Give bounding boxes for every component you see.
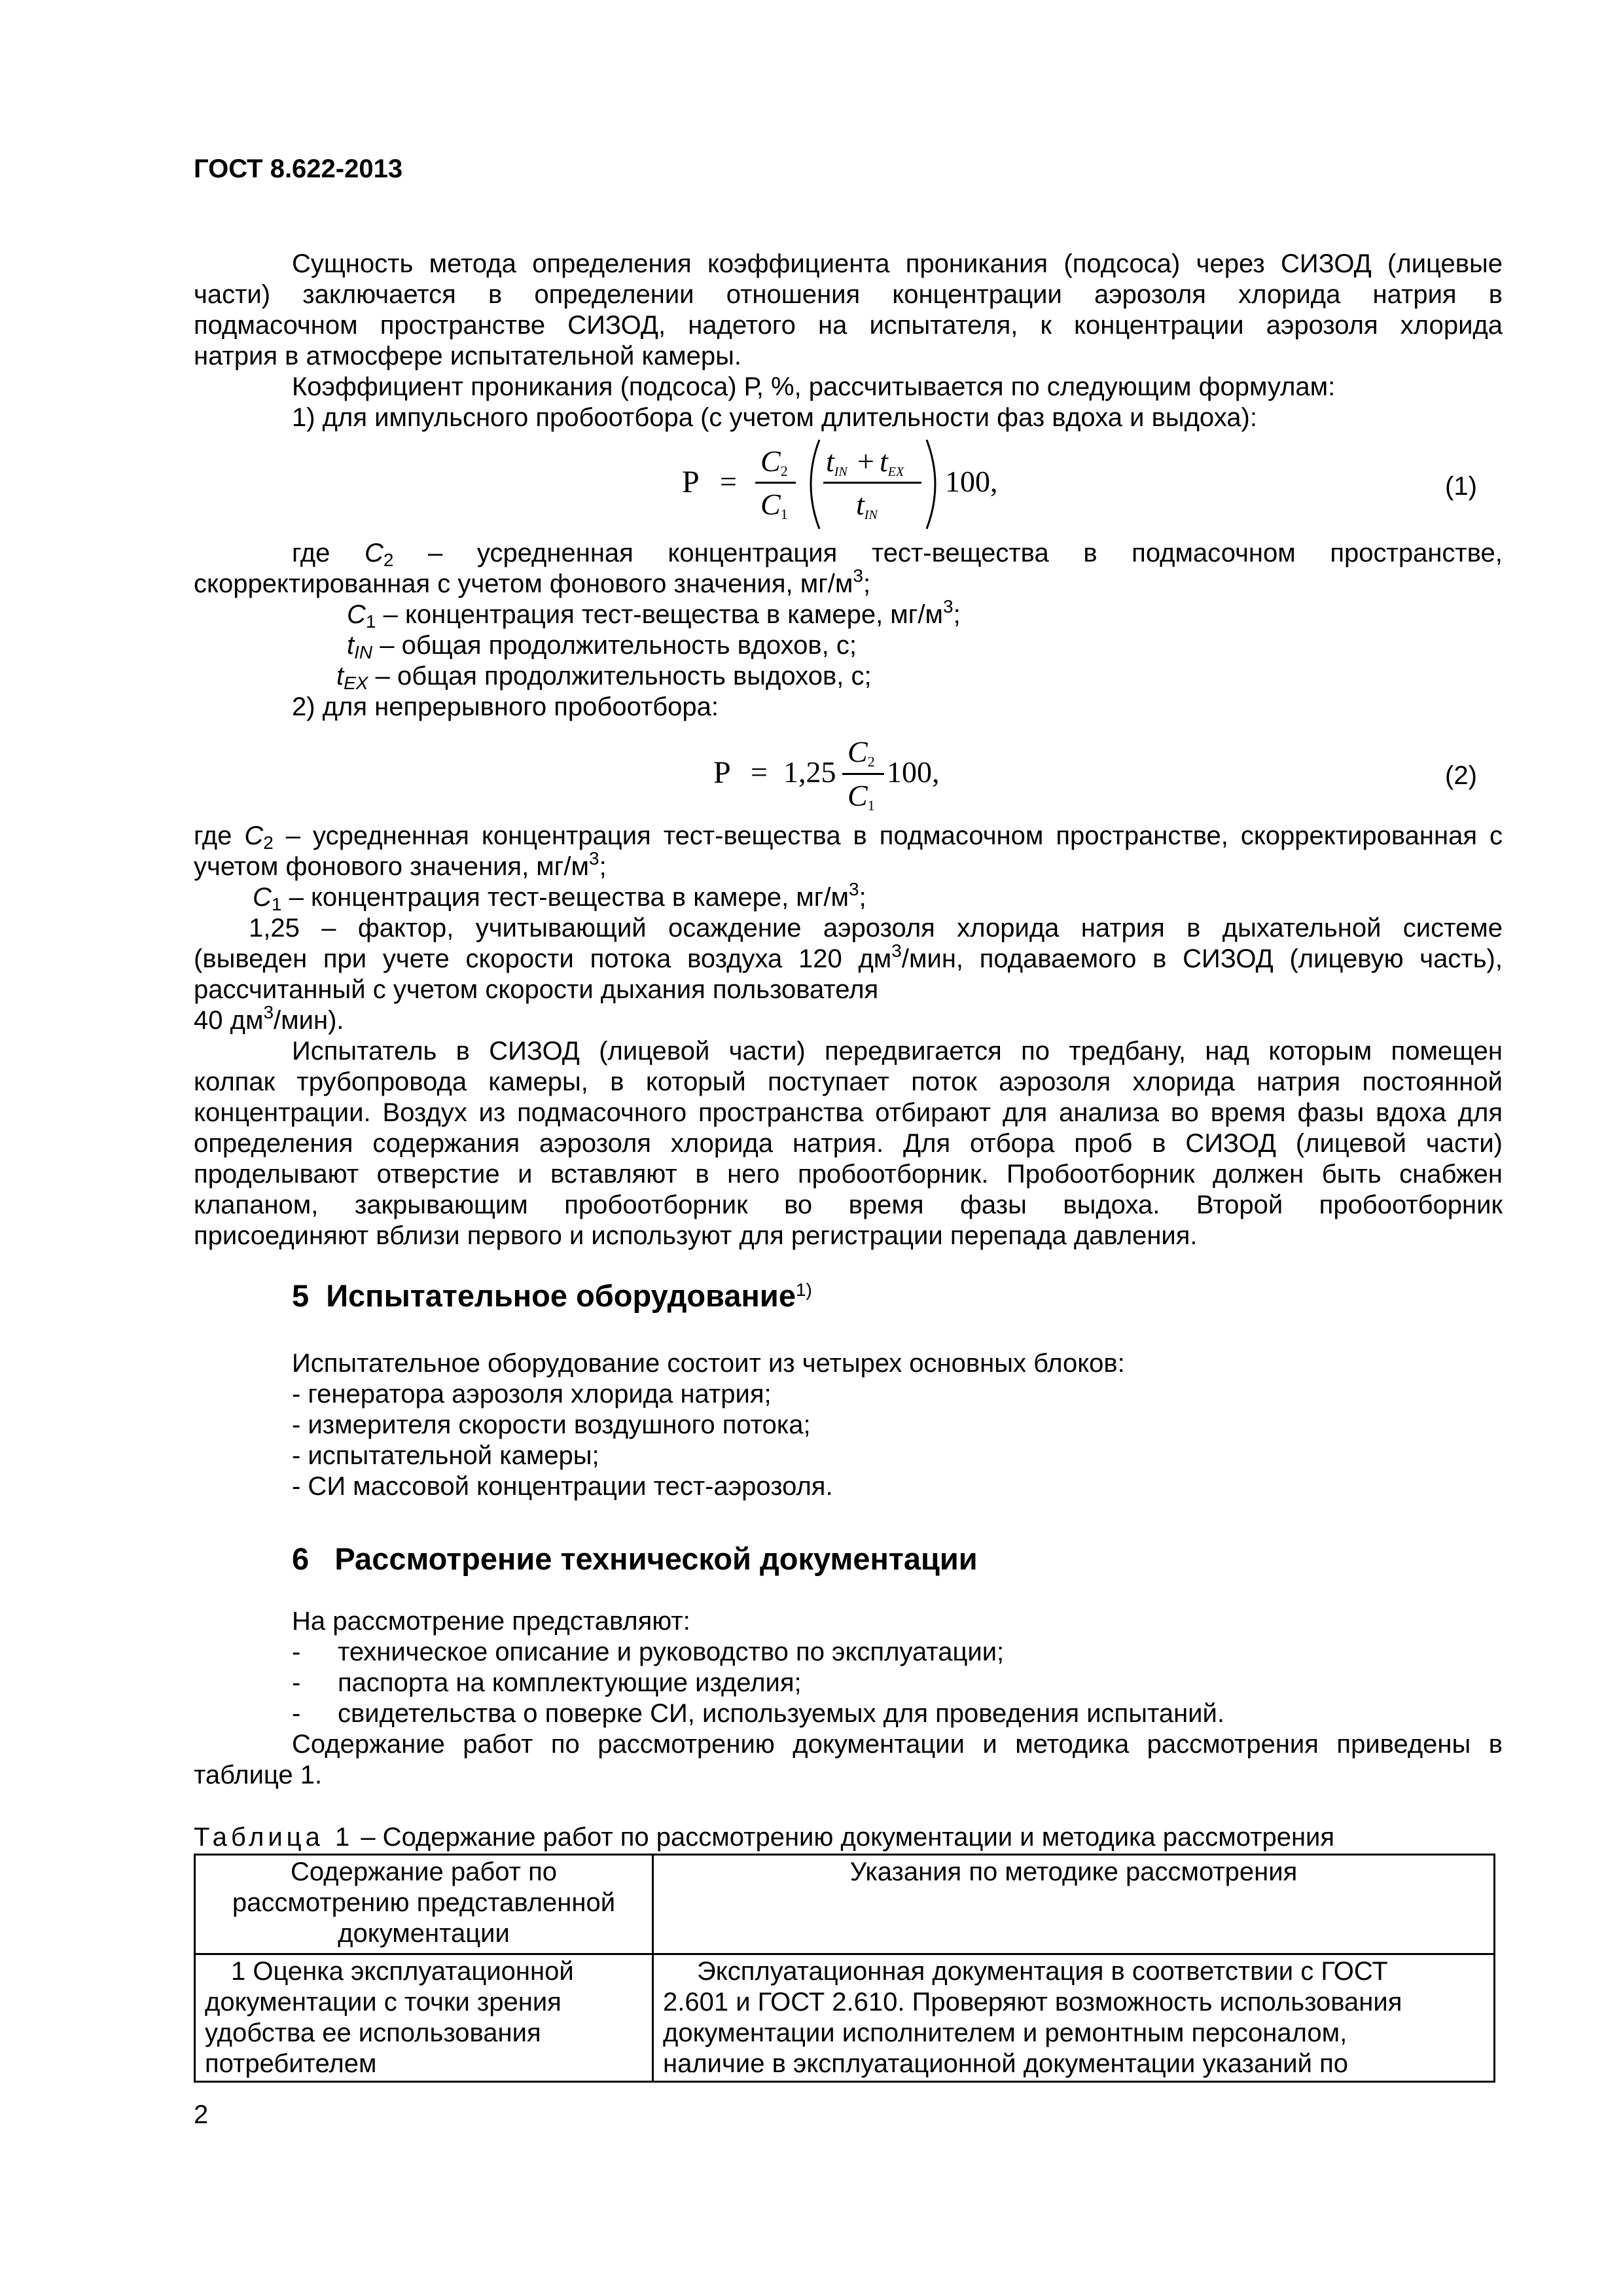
section-5-intro: Испытательное оборудование состоит из четырех основных блоков:	[292, 1349, 1125, 1378]
formula-1-number: (1)	[1445, 472, 1477, 501]
text-line: части) заключается в определении отношения концентрации аэрозоля хлорида натрия в	[194, 280, 1503, 309]
legend-1-t-ex: $t_{EX}$ – общая продолжительность выдохов, с;	[336, 662, 872, 693]
legend-1-t-in: $t_{IN}$ – общая продолжительность вдохов, с;	[347, 631, 857, 662]
formula-c2: $C_2$	[760, 444, 788, 479]
list-item: - СИ массовой концентрации тест-аэрозоля.	[292, 1472, 833, 1501]
text-line: (выведен при учете скорости потока воздуха 120 $дм^3$/мин, подаваемого в СИЗОД (лицевую часть),	[194, 944, 1503, 973]
left-paren	[798, 438, 825, 531]
legend-1-line-1: где $C_2$ – усредненная концентрация тест-вещества в подмасочном пространстве,	[292, 539, 1503, 570]
section-6-intro: На рассмотрение представляют:	[292, 1607, 690, 1636]
list-dash: -	[292, 1638, 301, 1666]
formula-c1: $C_1$	[847, 779, 875, 814]
formula-lhs: P	[713, 755, 731, 790]
document-code: ГОСТ 8.622-2013	[194, 154, 403, 183]
formula-c1: $C_1$	[760, 488, 788, 522]
legend-1-c1: $C_1$ – концентрация тест-вещества в камере, $мг/м^3$;	[347, 596, 961, 632]
text-line: Испытатель в СИЗОД (лицевой части) передвигается по тредбану, над которым помещен	[292, 1037, 1503, 1066]
text-line: натрия в атмосфере испытательной камеры.	[194, 342, 741, 370]
text-line: проделывают отверстие и вставляют в него пробоотборник. Пробоотборник должен быть снабжен	[194, 1160, 1503, 1189]
fraction-bar	[842, 773, 884, 775]
text-line: Содержание работ по рассмотрению документации и методика рассмотрения приведены в	[292, 1730, 1503, 1759]
coefficient-definition: Коэффициент проникания (подсоса) Р, %, рассчитывается по следующим формулам:	[292, 372, 1336, 401]
text-line: 1,25 – фактор, учитывающий осаждение аэрозоля хлорида натрия в дыхательной системе	[249, 914, 1503, 942]
right-paren	[921, 438, 948, 531]
formula-t-in: $t_{IN}$	[826, 444, 847, 479]
fraction-bar	[823, 482, 921, 484]
list-item: - измерителя скорости воздушного потока;	[292, 1410, 811, 1439]
formula-coefficient: 1,25	[783, 755, 836, 789]
list-dash: -	[292, 1668, 301, 1697]
legend-1-line-2: скорректированная с учетом фонового значения, $мг/м^3$;	[194, 565, 871, 598]
footnote-mark: 1)	[795, 1280, 812, 1300]
table-header-cell: Содержание работ по рассмотрению представленной документации	[195, 1855, 653, 1954]
formula-factor: 100,	[945, 465, 998, 498]
table-cell: 1 Оценка эксплуатационной документации с точки зрения удобства ее использования потребителем	[195, 1954, 653, 2082]
formula-c2: $C_2$	[847, 735, 875, 770]
table-cell: Эксплуатационная документация в соответствии с ГОСТ 2.601 и ГОСТ 2.610. Проверяют возможность использования документации исполнителем и ремонтным персоналом, наличие в эксплуатационной документации указаний по	[653, 1954, 1495, 2082]
text-line: таблице 1.	[194, 1761, 323, 1789]
test-procedure-paragraph	[194, 1036, 1503, 1251]
table-row	[195, 1954, 1495, 2082]
page-number: 2	[194, 2100, 209, 2129]
list-item: паспорта на комплектующие изделия;	[338, 1668, 802, 1697]
formula-1	[674, 435, 1001, 533]
legend-2	[194, 821, 1503, 882]
formula-equals: =	[751, 755, 768, 789]
text-line: 40 $дм^3/мин$).	[194, 1005, 344, 1035]
list-item: - генератора аэрозоля хлорида натрия;	[292, 1380, 772, 1408]
factor-explanation	[194, 913, 1503, 1036]
table-caption: Таблица 1 – Содержание работ по рассмотрению документации и методика рассмотрения	[194, 1823, 1335, 1852]
formula-den-t-in: $t_{IN}$	[856, 488, 878, 522]
fraction-bar	[755, 482, 796, 484]
section-5-heading: 5 Испытательное оборудование$^{1)}$	[292, 1278, 812, 1313]
intro-paragraph	[194, 249, 1503, 372]
text-line: концентрации. Воздух из подмасочного пространства отбирают для анализа во время фазы вдоха для	[194, 1098, 1503, 1127]
formula-factor: 100,	[887, 755, 940, 789]
text-line: рассчитанный с учетом скорости дыхания пользователя	[194, 975, 879, 1004]
list-item: техническое описание и руководство по эксплуатации;	[338, 1638, 1005, 1666]
documentation-table	[194, 1854, 1495, 2083]
pulse-sampling-item: 1) для импульсного пробоотбора (с учетом длительности фаз вдоха и выдоха):	[292, 403, 1257, 432]
continuous-sampling-item: 2) для непрерывного пробоотбора:	[292, 692, 719, 721]
section-6-heading: 6 Рассмотрение технической документации	[292, 1541, 978, 1576]
list-item: - испытательной камеры;	[292, 1441, 599, 1470]
text-line: клапаном, закрывающим пробоотборник во время фазы выдоха. Второй пробоотборник	[194, 1191, 1503, 1219]
legend-2-c1: $C_1$ – концентрация тест-вещества в камере, $мг/м^3$;	[253, 879, 866, 914]
text-line: Сущность метода определения коэффициента проникания (подсоса) через СИЗОД (лицевые	[292, 249, 1503, 278]
table-header-row	[195, 1855, 1495, 1954]
text-line: присоединяют вблизи первого и используют для регистрации перепада давления.	[194, 1221, 1198, 1250]
formula-t-ex: $t_{EX}$	[880, 444, 904, 479]
formula-2-number: (2)	[1445, 761, 1477, 790]
list-dash: -	[292, 1699, 301, 1728]
formula-plus: +	[857, 444, 874, 478]
formula-lhs: P	[682, 465, 700, 499]
text-line: подмасочном пространстве СИЗОД, надетого на испытателя, к концентрации аэрозоля хлорида	[194, 311, 1503, 340]
text-line: колпак трубопровода камеры, в который поступает поток аэрозоля хлорида натрия постоянной	[194, 1067, 1503, 1096]
section-6-summary	[194, 1729, 1503, 1791]
formula-equals: =	[720, 465, 737, 498]
text-line: учетом фонового значения, $мг/м^3$;	[194, 852, 607, 881]
text-line: где $C_2$ – усредненная концентрация тест-вещества в подмасочном пространстве, скорректированная с	[194, 821, 1503, 852]
table-header-cell: Указания по методике рассмотрения	[653, 1855, 1495, 1954]
formula-2	[710, 725, 985, 823]
list-item: свидетельства о поверке СИ, используемых для проведения испытаний.	[338, 1699, 1224, 1728]
text-line: определения содержания аэрозоля хлорида натрия. Для отбора проб в СИЗОД (лицевой части)	[194, 1129, 1503, 1158]
